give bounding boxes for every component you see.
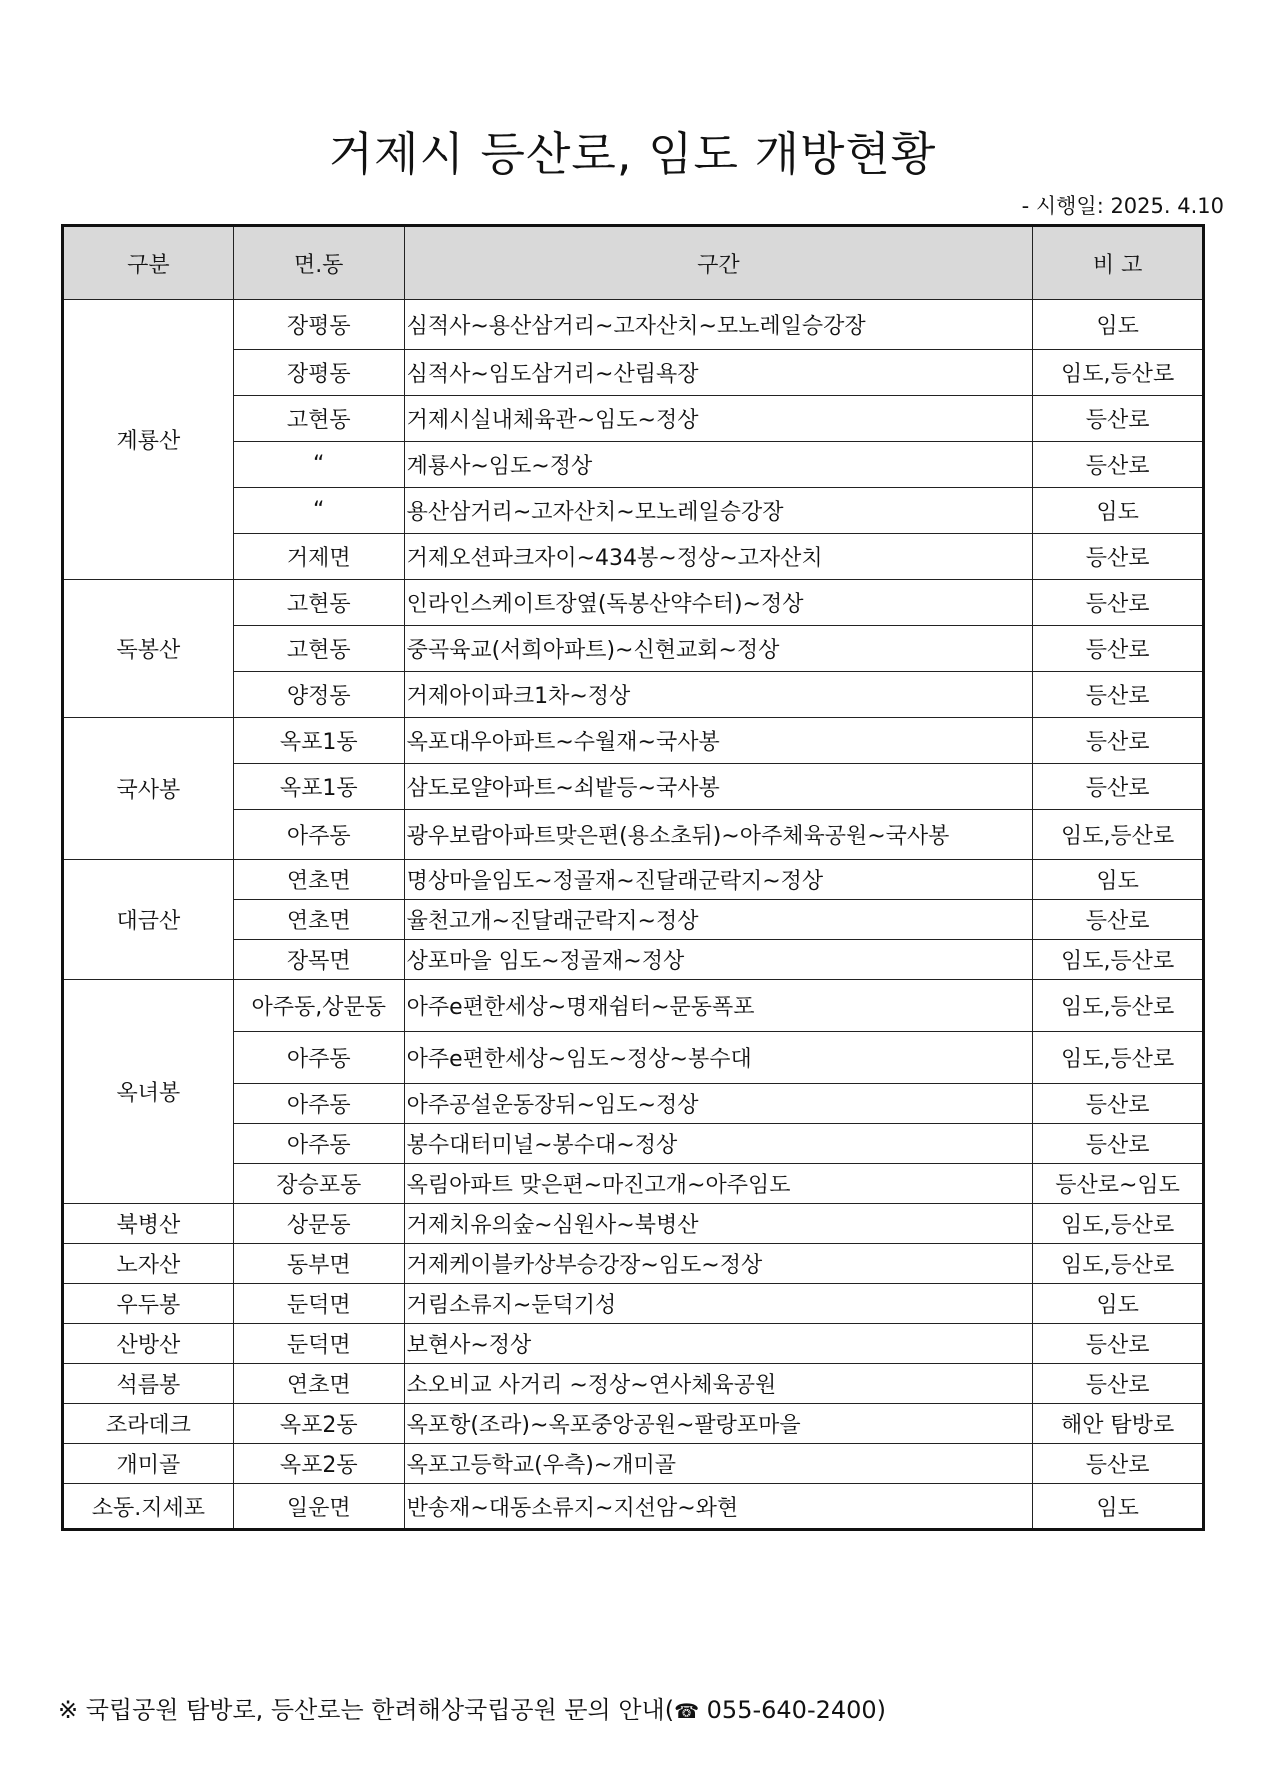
table-row	[63, 396, 1204, 442]
table-row	[63, 1124, 1204, 1164]
mountain-name: 개미골	[63, 1444, 234, 1484]
table-row	[63, 940, 1204, 980]
table-row	[63, 1032, 1204, 1084]
remark-cell: 임도,등산로	[1033, 350, 1204, 396]
district-cell: 상문동	[233, 1204, 404, 1244]
district-cell: 양정동	[233, 672, 404, 718]
remark-cell: 임도,등산로	[1033, 1204, 1204, 1244]
mountain-name: 대금산	[63, 860, 234, 980]
route-cell: 거제케이블카상부승강장~임도~정상	[404, 1244, 1033, 1284]
district-cell: “	[233, 488, 404, 534]
route-cell: 옥포고등학교(우측)~개미골	[404, 1444, 1033, 1484]
district-cell: 둔덕면	[233, 1284, 404, 1324]
table-row	[63, 1444, 1204, 1484]
footer-note-text: ※ 국립공원 탐방로, 등산로는 한려해상국립공원 문의 안내(	[58, 1696, 675, 1724]
district-cell: 동부면	[233, 1244, 404, 1284]
route-cell: 보현사~정상	[404, 1324, 1033, 1364]
mountain-name: 노자산	[63, 1244, 234, 1284]
table-header-row	[63, 226, 1204, 300]
district-cell: 장평동	[233, 300, 404, 350]
remark-cell: 등산로	[1033, 718, 1204, 764]
table-row	[63, 442, 1204, 488]
table-row	[63, 1164, 1204, 1204]
route-cell: 심적사~용산삼거리~고자산치~모노레일승강장	[404, 300, 1033, 350]
route-cell: 반송재~대동소류지~지선암~와현	[404, 1484, 1033, 1530]
table-row	[63, 1324, 1204, 1364]
route-cell: 삼도로얄아파트~쇠밭등~국사봉	[404, 764, 1033, 810]
table-row	[63, 810, 1204, 860]
remark-cell: 등산로	[1033, 534, 1204, 580]
remark-cell: 해안 탐방로	[1033, 1404, 1204, 1444]
table-row	[63, 860, 1204, 900]
district-cell: 고현동	[233, 626, 404, 672]
route-cell: 아주공설운동장뒤~임도~정상	[404, 1084, 1033, 1124]
mountain-name: 석름봉	[63, 1364, 234, 1404]
district-cell: 장승포동	[233, 1164, 404, 1204]
route-cell: 율천고개~진달래군락지~정상	[404, 900, 1033, 940]
effective-date: - 시행일: 2025. 4.10	[1021, 194, 1224, 218]
route-cell: 계룡사~임도~정상	[404, 442, 1033, 488]
district-cell: 아주동	[233, 1032, 404, 1084]
remark-cell: 등산로	[1033, 672, 1204, 718]
table-row	[63, 718, 1204, 764]
district-cell: 일운면	[233, 1484, 404, 1530]
footer-phone: 055-640-2400)	[699, 1696, 887, 1724]
table-row	[63, 1404, 1204, 1444]
district-cell: 연초면	[233, 900, 404, 940]
table-row	[63, 626, 1204, 672]
remark-cell: 임도	[1033, 300, 1204, 350]
route-cell: 용산삼거리~고자산치~모노레일승강장	[404, 488, 1033, 534]
mountain-name: 독봉산	[63, 580, 234, 718]
route-cell: 옥포항(조라)~옥포중앙공원~팔랑포마을	[404, 1404, 1033, 1444]
district-cell: 연초면	[233, 1364, 404, 1404]
trail-table	[61, 224, 1205, 1531]
remark-cell: 임도	[1033, 1284, 1204, 1324]
mountain-name: 옥녀봉	[63, 980, 234, 1204]
table-row	[63, 534, 1204, 580]
remark-cell: 등산로	[1033, 764, 1204, 810]
route-cell: 심적사~임도삼거리~산림욕장	[404, 350, 1033, 396]
district-cell: 둔덕면	[233, 1324, 404, 1364]
mountain-name: 우두봉	[63, 1284, 234, 1324]
table-row	[63, 672, 1204, 718]
route-cell: 거제시실내체육관~임도~정상	[404, 396, 1033, 442]
district-cell: 옥포1동	[233, 764, 404, 810]
table-row	[63, 764, 1204, 810]
remark-cell: 임도,등산로	[1033, 1032, 1204, 1084]
mountain-name: 조라데크	[63, 1404, 234, 1444]
route-cell: 아주e편한세상~명재쉼터~문동폭포	[404, 980, 1033, 1032]
route-cell: 옥림아파트 맞은편~마진고개~아주임도	[404, 1164, 1033, 1204]
footer-note	[58, 1690, 886, 1725]
route-cell: 상포마을 임도~정골재~정상	[404, 940, 1033, 980]
remark-cell: 등산로	[1033, 900, 1204, 940]
remark-cell: 등산로	[1033, 1124, 1204, 1164]
remark-cell: 등산로	[1033, 1084, 1204, 1124]
remark-cell: 임도,등산로	[1033, 940, 1204, 980]
district-cell: 장평동	[233, 350, 404, 396]
route-cell: 옥포대우아파트~수월재~국사봉	[404, 718, 1033, 764]
district-cell: 거제면	[233, 534, 404, 580]
route-cell: 거제오션파크자이~434봉~정상~고자산치	[404, 534, 1033, 580]
district-cell: 아주동,상문동	[233, 980, 404, 1032]
district-cell: 옥포1동	[233, 718, 404, 764]
remark-cell: 등산로~임도	[1033, 1164, 1204, 1204]
remark-cell: 등산로	[1033, 396, 1204, 442]
route-cell: 인라인스케이트장옆(독봉산약수터)~정상	[404, 580, 1033, 626]
remark-cell: 등산로	[1033, 442, 1204, 488]
page-title: 거제시 등산로, 임도 개방현황	[328, 127, 937, 181]
district-cell: 옥포2동	[233, 1404, 404, 1444]
telephone-icon: ☎	[674, 1699, 700, 1723]
remark-cell: 임도	[1033, 488, 1204, 534]
remark-cell: 등산로	[1033, 626, 1204, 672]
remark-cell: 임도	[1033, 1484, 1204, 1530]
remark-cell: 등산로	[1033, 1324, 1204, 1364]
remark-cell: 임도,등산로	[1033, 810, 1204, 860]
table-row	[63, 488, 1204, 534]
district-cell: 고현동	[233, 580, 404, 626]
remark-cell: 등산로	[1033, 580, 1204, 626]
table-row	[63, 1084, 1204, 1124]
mountain-name: 소동.지세포	[63, 1484, 234, 1530]
table-row	[63, 350, 1204, 396]
remark-cell: 등산로	[1033, 1364, 1204, 1404]
district-cell: 고현동	[233, 396, 404, 442]
remark-cell: 임도,등산로	[1033, 980, 1204, 1032]
table-row	[63, 980, 1204, 1032]
route-cell: 광우보람아파트맞은편(용소초뒤)~아주체육공원~국사봉	[404, 810, 1033, 860]
table-row	[63, 580, 1204, 626]
table-row	[63, 300, 1204, 350]
header-section: 구간	[404, 226, 1033, 300]
table-row	[63, 1484, 1204, 1530]
remark-cell: 임도,등산로	[1033, 1244, 1204, 1284]
district-cell: 아주동	[233, 1124, 404, 1164]
district-cell: “	[233, 442, 404, 488]
table-row	[63, 1364, 1204, 1404]
district-cell: 아주동	[233, 810, 404, 860]
route-cell: 명상마을임도~정골재~진달래군락지~정상	[404, 860, 1033, 900]
district-cell: 옥포2동	[233, 1444, 404, 1484]
route-cell: 아주e편한세상~임도~정상~봉수대	[404, 1032, 1033, 1084]
district-cell: 연초면	[233, 860, 404, 900]
table-row	[63, 1204, 1204, 1244]
table-row	[63, 1244, 1204, 1284]
table-row	[63, 900, 1204, 940]
remark-cell: 임도	[1033, 860, 1204, 900]
remark-cell: 등산로	[1033, 1444, 1204, 1484]
district-cell: 아주동	[233, 1084, 404, 1124]
header-remark: 비 고	[1033, 226, 1204, 300]
route-cell: 소오비교 사거리 ~정상~연사체육공원	[404, 1364, 1033, 1404]
mountain-name: 계룡산	[63, 300, 234, 580]
mountain-name: 산방산	[63, 1324, 234, 1364]
table-row	[63, 1284, 1204, 1324]
district-cell: 장목면	[233, 940, 404, 980]
route-cell: 봉수대터미널~봉수대~정상	[404, 1124, 1033, 1164]
mountain-name: 국사봉	[63, 718, 234, 860]
route-cell: 거림소류지~둔덕기성	[404, 1284, 1033, 1324]
route-cell: 중곡육교(서희아파트)~신현교회~정상	[404, 626, 1033, 672]
route-cell: 거제아이파크1차~정상	[404, 672, 1033, 718]
header-category: 구분	[63, 226, 234, 300]
mountain-name: 북병산	[63, 1204, 234, 1244]
header-district: 면.동	[233, 226, 404, 300]
route-cell: 거제치유의숲~심원사~북병산	[404, 1204, 1033, 1244]
